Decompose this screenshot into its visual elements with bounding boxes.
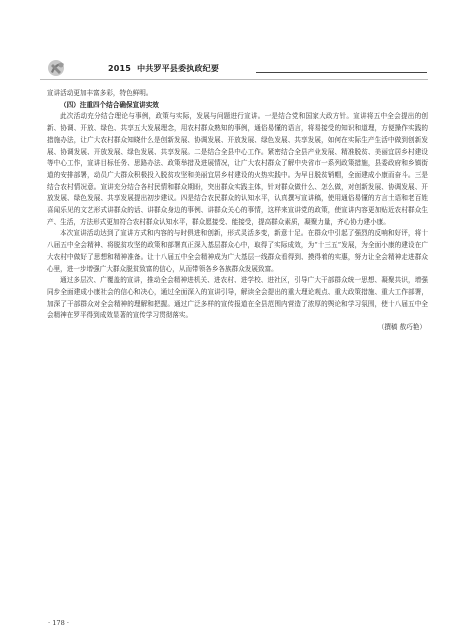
paragraph: 此次活动充分结合理论与事例，政策与实际，发展与问题进行宣讲。一是结合党和国家大政方针。宣讲将五中全会提出的创新、协调、开放、绿色、共享五大发展理念，用农村群众熟知的事例，通俗易懂的语言，将易接受的知识和道理，方便操作实践的措施办法，让广大农村群众知晓什么是创新发展、协调发展、开放发展、绿色发展、共享发展，如何在实际生产生活中做到创新发展、协调发展、开放发展、绿色发展、共享发展。二是结合全县中心工作。紧密结合全县产业发展、精准脱贫、美丽宜居乡村建设等中心工作，宣讲目标任务、思路办法、政策举措及进展情况，让广大农村群众了解中央省市一系列政策措施，县委政府和乡镇街道的安排部署，动员广大群众积极投入脱贫攻坚和美丽宜居乡村建设的火热实践中。为早日脱贫销帽，全面建成小康而奋斗。三是结合农村情况意。宣讲充分结合各村民情和群众期盼，突出群众实践主体，针对群众做什么、怎么做，对创新发展、协调发展、开放发展、绿色发展、共享发展提出初步建议。四是结合农民群众的认知水平，认真撰写宣讲稿，使用通俗易懂的方言土语和老百姓喜闻乐见的文艺形式讲群众的话、讲群众身边的事例、讲群众关心的事情，这样来宣讲党的政策，使宣讲内容更加贴近农村群众生产、生活，方法形式更加符合农村群众认知水平，群众愿接受、能接受，提高群众素质，凝聚力量，齐心协力建小康。 <box>47 112 428 226</box>
header-year: 2015 <box>108 64 132 73</box>
paragraph: 通过多层次、广覆盖的宣讲，推动全会精神进机关、进农村、进学校、进社区，引导广大干部群众统一思想、凝聚共识，增强同步全面建成小康社会的信心和决心，通过全面深入的宣讲引导，解读全会提出的重大理论观点、重大政策措施、重大工作部署，加深了干部群众对全会精神的理解和把握。通过广泛多样的宣传报道在全县范围内营造了浓厚的舆论和学习氛围，使十八届五中全会精神在罗平得到成效显著的宣传学习贯彻落实。 <box>47 276 428 320</box>
page-header <box>0 0 471 82</box>
party-emblem-icon <box>47 58 69 78</box>
author-signature: （撰稿 敖巧艳） <box>377 323 426 332</box>
paragraph-continuation: 宣讲活动更加丰富多彩，特色鲜明。 <box>47 89 153 97</box>
section-heading: （四）注重四个结合确保宣讲实效 <box>60 100 159 109</box>
header-divider <box>40 79 428 80</box>
header-title-text: 中共罗平县委执政纪要 <box>137 64 220 73</box>
paragraph: 本次宣讲活动达到了宣讲方式和内容的与时俱进和创新，形式灵活多变，新意十足。在群众中引起了强烈的反响和好评，将十八届五中全会精神、将脱贫攻坚的政策和部署真正深入基层群众心中，取得了实际成效，为“十三五”发展，为全面小康的建设在广大农村中做好了思想和精神准备。让十八届五中全会精神成为广大基层一线群众看得到、摸得着的实惠，努力让全会精神走进群众心里，进一步增强广大群众脱贫致富的信心，从而带领各乡各族群众发展致富。 <box>47 229 428 273</box>
page-number: · 178 · <box>48 619 69 627</box>
document-body <box>47 88 428 334</box>
header-rule <box>256 72 427 73</box>
header-title <box>108 63 219 74</box>
